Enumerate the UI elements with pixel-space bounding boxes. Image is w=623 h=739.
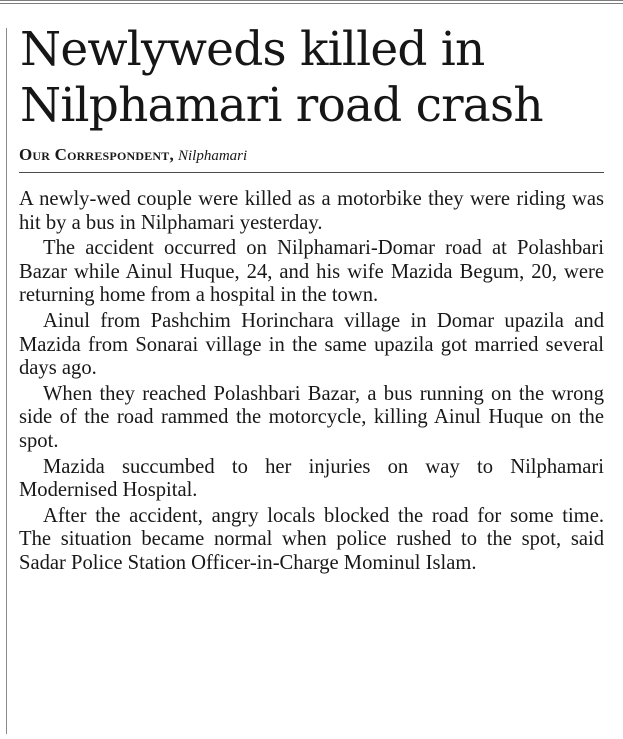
headline: Newlyweds killed in Nilphamari road crash bbox=[20, 22, 543, 133]
article-paragraph: Mazida succumbed to her injuries on way to Nilphamari Modernised Hospital. bbox=[19, 455, 604, 502]
byline-author: Our Correspondent bbox=[19, 145, 170, 164]
byline-place: Nilphamari bbox=[178, 148, 248, 164]
top-border-rule bbox=[0, 0, 623, 4]
article-paragraph: A newly-wed couple were killed as a motorbike they were riding was hit by a bus in Nilphamari yesterday. bbox=[19, 188, 604, 234]
article-paragraph: The accident occurred on Nilphamari-Domar road at Polashbari Bazar while Ainul Huque, 24, and his wife Mazida Begum, 20, were returning home from a hospital in the town. bbox=[19, 237, 604, 307]
news-article bbox=[19, 22, 609, 578]
left-column-rule bbox=[6, 28, 7, 734]
byline bbox=[19, 144, 604, 173]
article-paragraph: When they reached Polashbari Bazar, a bus running on the wrong side of the road rammed the motorcycle, killing Ainul Huque on the spot. bbox=[19, 382, 604, 452]
article-paragraph: After the accident, angry locals blocked the road for some time. The situation became normal when police rushed to the spot, said Sadar Police Station Officer-in-Charge Mominul Islam. bbox=[19, 504, 604, 574]
article-body bbox=[19, 188, 604, 576]
byline-separator: , bbox=[169, 145, 174, 164]
article-paragraph: Ainul from Pashchim Horinchara village in Domar upazila and Mazida from Sonarai village in the same upazila got married several days ago. bbox=[19, 309, 604, 380]
